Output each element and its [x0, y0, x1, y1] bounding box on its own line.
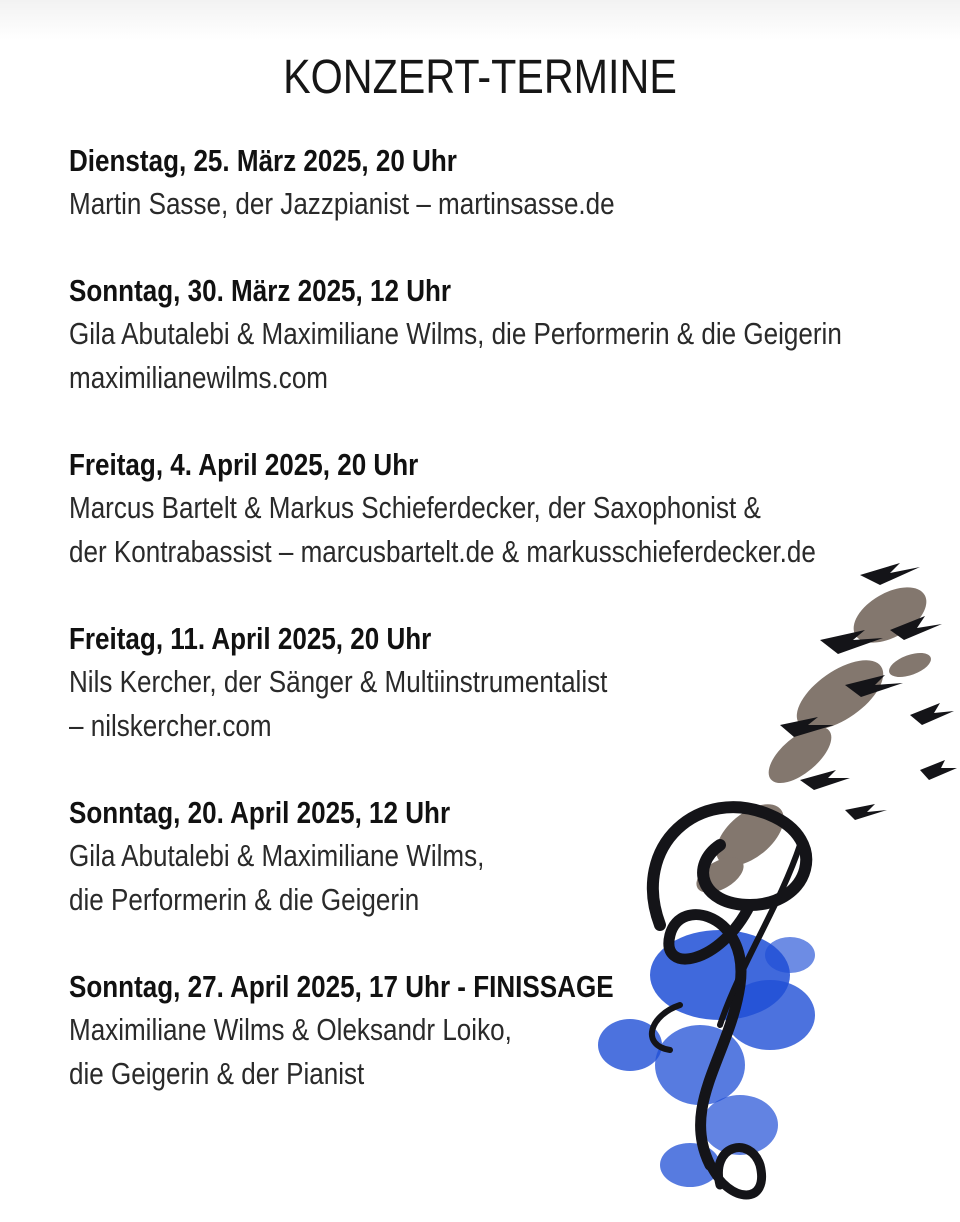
- event-entry: [69, 966, 949, 1096]
- event-date: Freitag, 11. April 2025, 20 Uhr: [69, 621, 432, 656]
- event-description-continued: die Geigerin & der Pianist: [69, 1056, 365, 1091]
- event-description: Maximiliane Wilms & Oleksandr Loiko,: [69, 1012, 512, 1047]
- event-description-continued: der Kontrabassist – marcusbartelt.de & markusschieferdecker.de: [69, 534, 816, 569]
- event-description-continued: die Performerin & die Geigerin: [69, 882, 420, 917]
- event-website: maximilianewilms.com: [69, 360, 328, 395]
- event-date: Sonntag, 27. April 2025, 17 Uhr - FINISSAGE: [69, 969, 614, 1004]
- top-shadow: [0, 0, 960, 40]
- event-description: Gila Abutalebi & Maximiliane Wilms,: [69, 838, 485, 873]
- concert-list: [69, 140, 949, 1140]
- event-description: Gila Abutalebi & Maximiliane Wilms, die Performerin & die Geigerin: [69, 316, 842, 351]
- event-date: Dienstag, 25. März 2025, 20 Uhr: [69, 143, 457, 178]
- event-entry: [69, 444, 949, 574]
- event-date: Sonntag, 20. April 2025, 12 Uhr: [69, 795, 451, 830]
- event-date: Sonntag, 30. März 2025, 12 Uhr: [69, 273, 452, 308]
- event-entry: [69, 618, 949, 748]
- event-entry: [69, 792, 949, 922]
- event-entry: [69, 140, 949, 226]
- event-entry: [69, 270, 949, 400]
- event-description: Marcus Bartelt & Markus Schieferdecker, der Saxophonist &: [69, 490, 761, 525]
- event-description: Martin Sasse, der Jazzpianist – martinsasse.de: [69, 186, 615, 221]
- page-title: KONZERT-TERMINE: [283, 51, 677, 104]
- event-description: Nils Kercher, der Sänger & Multiinstrumentalist: [69, 664, 608, 699]
- event-website: – nilskercher.com: [69, 708, 272, 743]
- event-date: Freitag, 4. April 2025, 20 Uhr: [69, 447, 419, 482]
